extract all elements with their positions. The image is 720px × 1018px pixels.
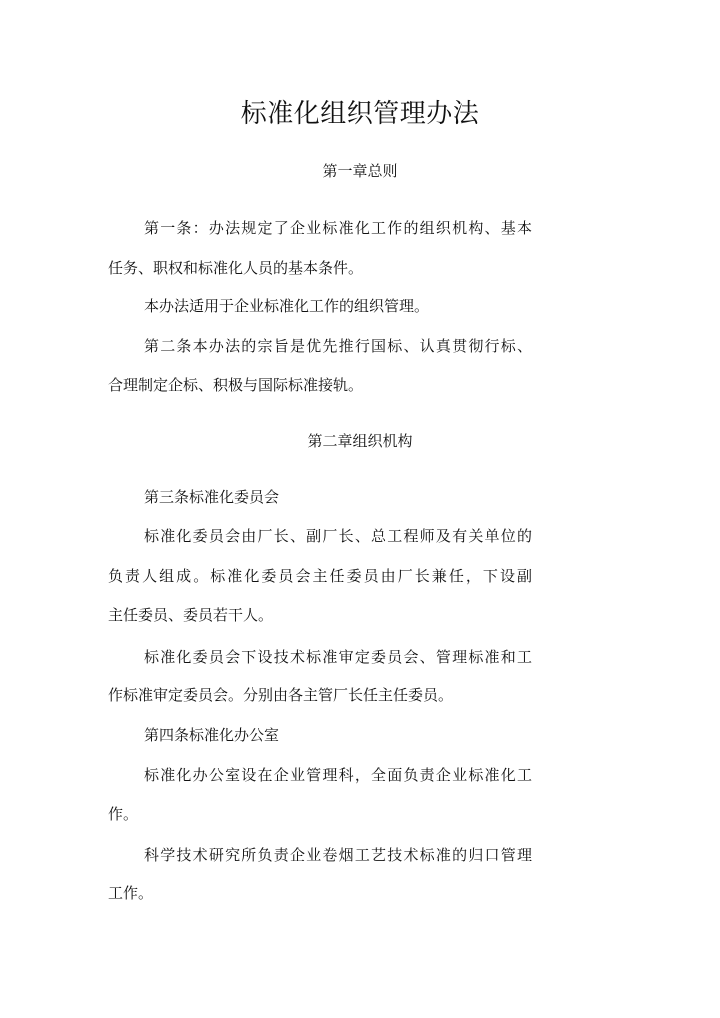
chapter-heading-2: 第二章组织机构 (307, 432, 413, 450)
paragraph-scope: 本办法适用于企业标准化工作的组织管理。 (144, 297, 430, 315)
paragraph-article-1-line-1: 第一条：办法规定了企业标准化工作的组织机构、基本 (144, 219, 532, 237)
paragraph-article-1-line-2: 任务、职权和标准化人员的基本条件。 (108, 259, 364, 277)
paragraph-subcommittee-line-2: 作标准审定委员会。分别由各主管厂长任主任委员。 (108, 686, 454, 704)
paragraph-article-2-line-2: 合理制定企标、积极与国际标准接轨。 (108, 376, 364, 394)
document-title: 标准化组织管理办法 (240, 99, 480, 129)
paragraph-institute-line-2: 工作。 (108, 884, 154, 902)
article-3-heading: 第三条标准化委员会 (144, 488, 280, 506)
paragraph-institute-line-1: 科学技术研究所负责企业卷烟工艺技术标准的归口管理 (144, 846, 532, 864)
article-4-heading: 第四条标准化办公室 (144, 726, 280, 744)
paragraph-committee-line-2: 负责人组成。标准化委员会主任委员由厂长兼任，下设副 (108, 567, 532, 585)
paragraph-committee-line-1: 标准化委员会由厂长、副厂长、总工程师及有关单位的 (144, 527, 532, 545)
paragraph-committee-line-3: 主任委员、委员若干人。 (108, 606, 274, 624)
paragraph-article-2-line-1: 第二条本办法的宗旨是优先推行国标、认真贯彻行标、 (144, 337, 532, 355)
chapter-heading-1: 第一章总则 (322, 162, 398, 180)
paragraph-office-line-2: 作。 (108, 805, 139, 823)
paragraph-subcommittee-line-1: 标准化委员会下设技术标准审定委员会、管理标准和工 (144, 648, 532, 666)
paragraph-office-line-1: 标准化办公室设在企业管理科，全面负责企业标准化工 (144, 766, 532, 784)
